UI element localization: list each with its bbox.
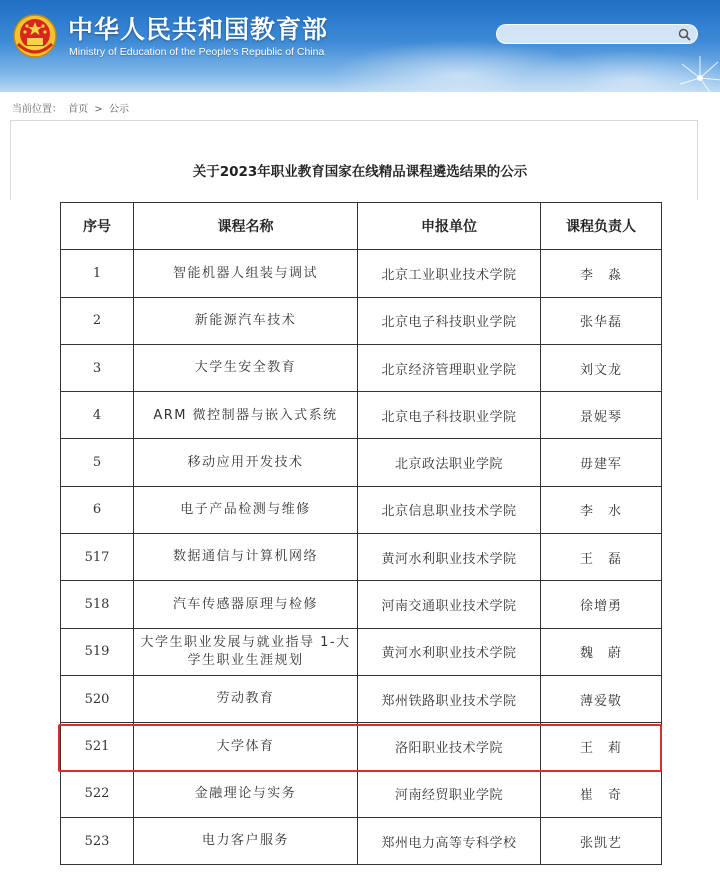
cell-lead: 王 磊: [541, 534, 662, 581]
cell-course: 汽车传感器原理与检修: [134, 581, 358, 628]
dandelion-decoration-icon: [670, 48, 720, 92]
breadcrumb-separator: >: [94, 104, 103, 115]
cell-course: 数据通信与计算机网络: [134, 534, 358, 581]
column-header-course: 课程名称: [134, 203, 358, 250]
table-row: [61, 439, 662, 486]
cell-course: 智能机器人组装与调试: [134, 250, 358, 297]
table-row: [61, 344, 662, 391]
cell-no: 523: [61, 817, 134, 864]
table-row-highlighted: [61, 723, 662, 770]
breadcrumb-prefix: 当前位置：: [12, 104, 62, 115]
cell-unit: 北京政法职业学院: [358, 439, 541, 486]
cell-no: 521: [61, 723, 134, 770]
table-row: [61, 297, 662, 344]
table-row: [61, 486, 662, 533]
cell-no: 3: [61, 344, 134, 391]
cell-no: 1: [61, 250, 134, 297]
cell-course: 劳动教育: [134, 675, 358, 722]
cell-lead: 李 水: [541, 486, 662, 533]
cell-unit: 北京电子科技职业学院: [358, 297, 541, 344]
column-header-no: 序号: [61, 203, 134, 250]
table-row: [61, 581, 662, 628]
cell-course: 电力客户服务: [134, 817, 358, 864]
cell-course: 移动应用开发技术: [134, 439, 358, 486]
cell-lead: 李 淼: [541, 250, 662, 297]
table-row: [61, 250, 662, 297]
table-header-row: [61, 203, 662, 250]
cell-unit: 河南交通职业技术学院: [358, 581, 541, 628]
cell-no: 522: [61, 770, 134, 817]
cell-lead: 崔 奇: [541, 770, 662, 817]
cell-lead: 刘文龙: [541, 344, 662, 391]
cell-course: 金融理论与实务: [134, 770, 358, 817]
cell-unit: 北京信息职业技术学院: [358, 486, 541, 533]
site-title[interactable]: 中华人民共和国教育部: [68, 15, 329, 44]
breadcrumb: [12, 100, 132, 115]
search-box[interactable]: [496, 24, 698, 44]
cell-unit: 北京工业职业技术学院: [358, 250, 541, 297]
table-row: [61, 675, 662, 722]
cell-no: 4: [61, 392, 134, 439]
cell-lead: 徐增勇: [541, 581, 662, 628]
cell-no: 2: [61, 297, 134, 344]
cell-lead: 毋建军: [541, 439, 662, 486]
cell-unit: 北京经济管理职业学院: [358, 344, 541, 391]
cell-unit: 北京电子科技职业学院: [358, 392, 541, 439]
cell-unit: 黄河水利职业技术学院: [358, 628, 541, 675]
cell-course: 大学生职业发展与就业指导 1-大学生职业生涯规划: [134, 628, 358, 675]
cell-no: 517: [61, 534, 134, 581]
cell-course: 电子产品检测与维修: [134, 486, 358, 533]
table-row: [61, 628, 662, 675]
cell-course: 大学生安全教育: [134, 344, 358, 391]
cell-no: 5: [61, 439, 134, 486]
cell-no: 519: [61, 628, 134, 675]
table-row: [61, 534, 662, 581]
cell-unit: 河南经贸职业学院: [358, 770, 541, 817]
cell-lead: 张华磊: [541, 297, 662, 344]
national-emblem-icon[interactable]: [12, 12, 58, 60]
site-subtitle: Ministry of Education of the People's Republic of China: [69, 46, 325, 58]
cell-course: 新能源汽车技术: [134, 297, 358, 344]
site-header: [0, 0, 720, 92]
results-table: [60, 202, 662, 865]
cell-no: 518: [61, 581, 134, 628]
table-row: [61, 770, 662, 817]
table-row: [61, 392, 662, 439]
cell-no: 520: [61, 675, 134, 722]
column-header-lead: 课程负责人: [541, 203, 662, 250]
cell-no: 6: [61, 486, 134, 533]
page-title: 关于2023年职业教育国家在线精品课程遴选结果的公示: [192, 164, 528, 180]
table-row: [61, 817, 662, 864]
cell-lead: 景妮琴: [541, 392, 662, 439]
cell-unit: 洛阳职业技术学院: [358, 723, 541, 770]
cell-lead: 张凯艺: [541, 817, 662, 864]
cell-lead: 王 莉: [541, 723, 662, 770]
cell-unit: 黄河水利职业技术学院: [358, 534, 541, 581]
breadcrumb-item-notice[interactable]: 公示: [108, 104, 129, 115]
breadcrumb-item-home[interactable]: 首页: [68, 104, 89, 115]
cell-lead: 薄爱敬: [541, 675, 662, 722]
cell-course: 大学体育: [134, 723, 358, 770]
cell-unit: 郑州铁路职业技术学院: [358, 675, 541, 722]
cell-lead: 魏 蔚: [541, 628, 662, 675]
cell-unit: 郑州电力高等专科学校: [358, 817, 541, 864]
cell-course: ARM 微控制器与嵌入式系统: [134, 392, 358, 439]
column-header-unit: 申报单位: [358, 203, 541, 250]
search-input[interactable]: [507, 27, 672, 42]
search-icon[interactable]: [678, 28, 691, 41]
